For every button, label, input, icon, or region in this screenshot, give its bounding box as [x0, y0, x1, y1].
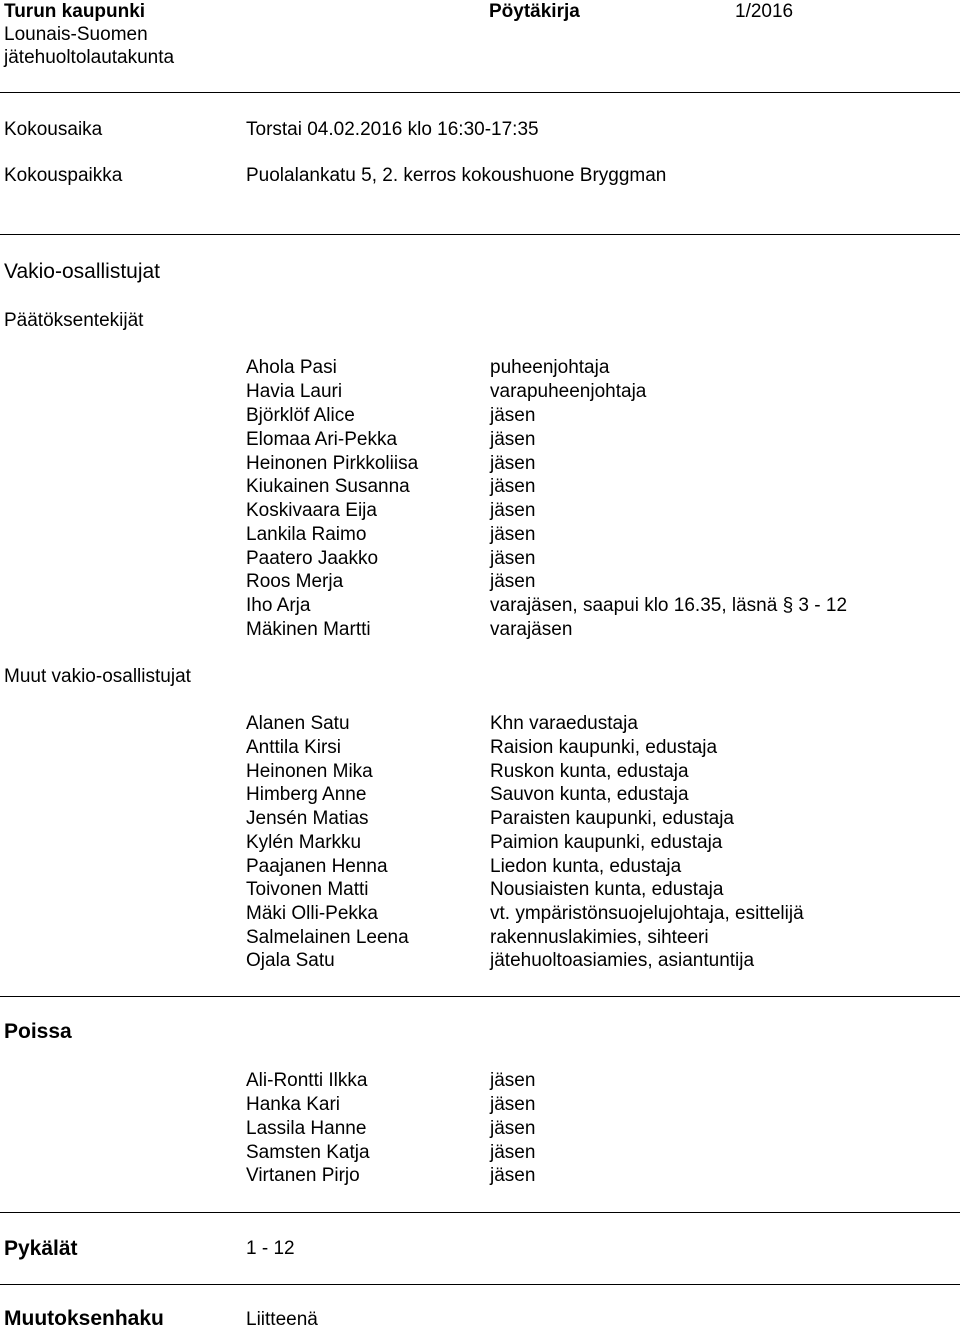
- member-name: Havia Lauri: [246, 381, 343, 402]
- participant-role: Ruskon kunta, edustaja: [490, 761, 689, 782]
- participant-role: Sauvon kunta, edustaja: [490, 784, 689, 805]
- absent-role: jäsen: [490, 1094, 536, 1115]
- meeting-time-label: Kokousaika: [4, 119, 103, 140]
- member-role: varajäsen: [490, 619, 573, 640]
- participant-name: Salmelainen Leena: [246, 927, 409, 948]
- absent-role: jäsen: [490, 1142, 536, 1163]
- absent-name: Hanka Kari: [246, 1094, 340, 1115]
- participant-name: Mäki Olli-Pekka: [246, 903, 378, 924]
- board-name-line1: Lounais-Suomen: [4, 24, 148, 45]
- member-role: jäsen: [490, 524, 536, 545]
- city-name: Turun kaupunki: [4, 1, 146, 22]
- absent-name: Ali-Rontti Ilkka: [246, 1070, 368, 1091]
- participant-name: Toivonen Matti: [246, 879, 369, 900]
- appeal-value: Liitteenä: [246, 1309, 318, 1330]
- member-name: Lankila Raimo: [246, 524, 367, 545]
- participants-divider: [0, 996, 960, 997]
- participant-role: Liedon kunta, edustaja: [490, 856, 682, 877]
- member-name: Iho Arja: [246, 595, 311, 616]
- member-name: Koskivaara Eija: [246, 500, 377, 521]
- member-role: jäsen: [490, 500, 536, 521]
- member-name: Mäkinen Martti: [246, 619, 371, 640]
- participant-name: Alanen Satu: [246, 713, 350, 734]
- member-name: Heinonen Pirkkoliisa: [246, 453, 419, 474]
- sections-divider: [0, 1284, 960, 1285]
- member-name: Ahola Pasi: [246, 357, 337, 378]
- member-name: Elomaa Ari-Pekka: [246, 429, 398, 450]
- participant-role: Nousiaisten kunta, edustaja: [490, 879, 724, 900]
- other-participants-label: Muut vakio-osallistujat: [4, 666, 191, 687]
- meeting-place-value: Puolalankatu 5, 2. kerros kokoushuone Bryggman: [246, 165, 667, 186]
- appeal-label: Muutoksenhaku: [4, 1307, 164, 1330]
- member-name: Björklöf Alice: [246, 405, 355, 426]
- member-role: varajäsen, saapui klo 16.35, läsnä § 3 - 12: [490, 595, 848, 616]
- participant-name: Ojala Satu: [246, 950, 335, 971]
- participant-role: rakennuslakimies, sihteeri: [490, 927, 709, 948]
- meeting-time-value: Torstai 04.02.2016 klo 16:30-17:35: [246, 119, 539, 140]
- participant-role: Paimion kaupunki, edustaja: [490, 832, 723, 853]
- board-name-line2: jätehuoltolautakunta: [4, 47, 175, 68]
- absent-heading: Poissa: [4, 1020, 72, 1043]
- member-name: Roos Merja: [246, 571, 344, 592]
- participant-name: Paajanen Henna: [246, 856, 388, 877]
- participant-name: Kylén Markku: [246, 832, 362, 853]
- absent-divider: [0, 1212, 960, 1213]
- member-role: varapuheenjohtaja: [490, 381, 647, 402]
- participant-role: Khn varaedustaja: [490, 713, 638, 734]
- meeting-divider: [0, 234, 960, 235]
- participant-name: Heinonen Mika: [246, 761, 373, 782]
- header-divider: [0, 92, 960, 93]
- participant-role: vt. ympäristönsuojelujohtaja, esittelijä: [490, 903, 804, 924]
- member-role: jäsen: [490, 548, 536, 569]
- member-role: jäsen: [490, 429, 536, 450]
- member-role: jäsen: [490, 476, 536, 497]
- absent-name: Lassila Hanne: [246, 1118, 367, 1139]
- absent-role: jäsen: [490, 1118, 536, 1139]
- member-name: Kiukainen Susanna: [246, 476, 410, 497]
- member-role: jäsen: [490, 405, 536, 426]
- sections-label: Pykälät: [4, 1237, 78, 1260]
- member-name: Paatero Jaakko: [246, 548, 379, 569]
- member-role: jäsen: [490, 571, 536, 592]
- absent-role: jäsen: [490, 1070, 536, 1091]
- meeting-place-label: Kokouspaikka: [4, 165, 123, 186]
- sections-value: 1 - 12: [246, 1238, 295, 1259]
- decision-makers-label: Päätöksentekijät: [4, 310, 144, 331]
- participant-role: Raision kaupunki, edustaja: [490, 737, 718, 758]
- participant-name: Jensén Matias: [246, 808, 369, 829]
- document-type: Pöytäkirja: [489, 1, 580, 22]
- absent-name: Samsten Katja: [246, 1142, 370, 1163]
- member-role: jäsen: [490, 453, 536, 474]
- document-number: 1/2016: [735, 1, 794, 22]
- participant-name: Anttila Kirsi: [246, 737, 342, 758]
- absent-role: jäsen: [490, 1165, 536, 1186]
- member-role: puheenjohtaja: [490, 357, 610, 378]
- regular-participants-heading: Vakio-osallistujat: [4, 260, 161, 283]
- participant-role: jätehuoltoasiamies, asiantuntija: [490, 950, 755, 971]
- participant-name: Himberg Anne: [246, 784, 367, 805]
- absent-name: Virtanen Pirjo: [246, 1165, 360, 1186]
- participant-role: Paraisten kaupunki, edustaja: [490, 808, 734, 829]
